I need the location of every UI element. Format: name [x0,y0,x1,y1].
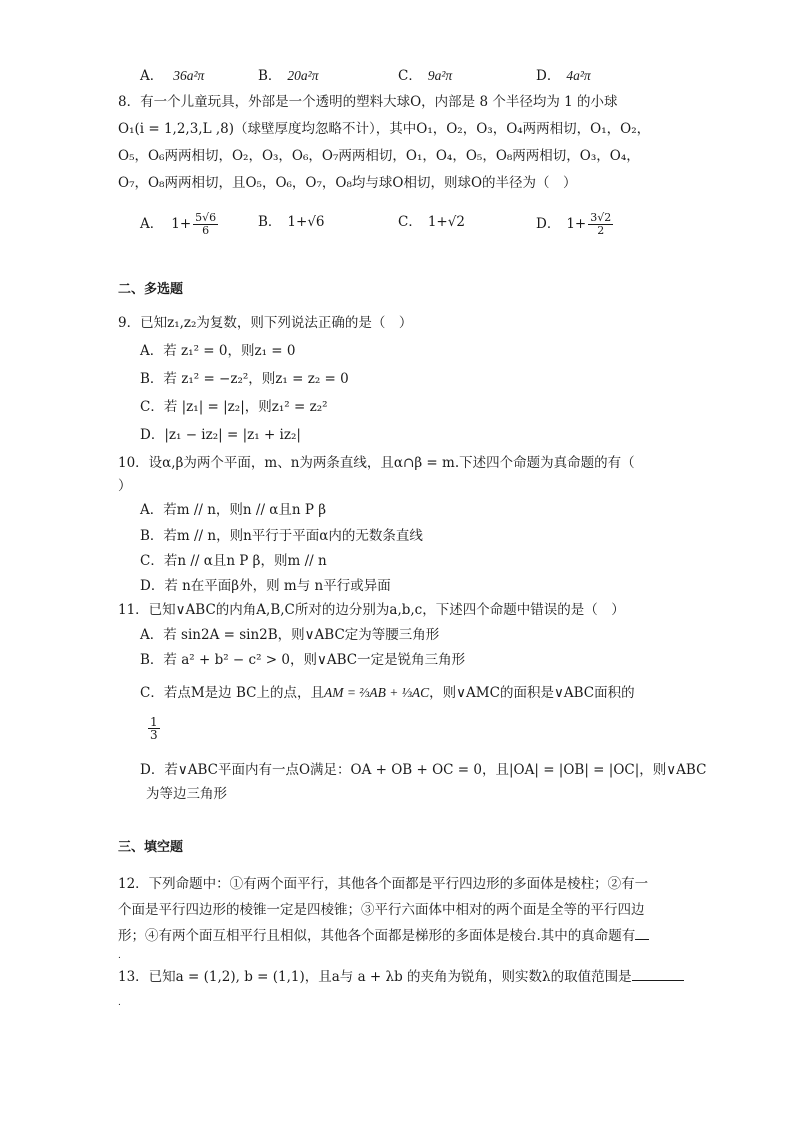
q10-option-b: B．若m // n，则n平行于平面α内的无数条直线 [140,528,423,544]
q11-option-d-line-1: D．若∨ABC平面内有一点O满足：OA + OB + OC = 0，且|OA| = |OB| = |OC|，则∨ABC [140,762,707,778]
q8-line-2: O₁(i = 1,2,3,L ,8)（球壁厚度均忽略不计），其中O₁，O₂，O₃，O₄两两相切，O₁，O₂， [118,121,651,137]
q8-line-3: O₅，O₆两两相切，O₂，O₃，O₆，O₇两两相切，O₁，O₄，O₅，O₈两两相切，O₃，O₄， [118,148,640,164]
q11-option-c: C．若点M是边 BC上的点，且AM = ⅔AB + ⅓AC，则∨AMC的面积是∨ABC面积的 [140,685,635,701]
q11-option-a: A．若 sin2A = sin2B，则∨ABC定为等腰三角形 [140,627,440,643]
section-heading-multiple-choice: 二、多选题 [118,282,184,297]
q9-option-b: B．若 z₁² = −z₂²，则z₁ = z₂ = 0 [140,371,349,387]
q8-option-d: D． 1+ $\frac{3√2}{2}$ [536,211,612,237]
q9-option-a: A．若 z₁² = 0，则z₁ = 0 [140,343,296,359]
q11-option-b: B．若 a² + b² − c² > 0，则∨ABC一定是锐角三角形 [140,652,466,668]
q13-dot: . [118,998,121,1008]
q13-line-1: 13．已知a = (1,2), b = (1,1)，且a与 a + λb 的夹角为锐角，则实数λ的取值范围是 [118,966,684,987]
q13-answer-blank[interactable] [632,966,684,981]
q12-answer-blank[interactable] [635,925,649,940]
q7-option-c: C． 9a²π [398,68,453,84]
q8-option-c: C． 1+√2 [398,214,465,230]
q7-option-b: B． 20a²π [258,68,319,84]
section-heading-fill-in: 三、填空题 [118,840,184,855]
q7-option-a: A． 36a²π [140,68,205,84]
q12-line-3: 形；④有两个面互相平行且相似，其他各个面都是梯形的多面体是棱台.其中的真命题有 [118,925,649,946]
q9-option-d: D．|z₁ − iz₂| = |z₁ + iz₂| [140,427,301,443]
q11-option-d-line-2: 为等边三角形 [146,786,227,802]
q12-dot: . [118,951,121,961]
q10-stem-line-1: 10．设α,β为两个平面，m、n为两条直线，且α∩β = m.下述四个命题为真命题的有（ [118,455,635,471]
q10-option-c: C．若n // α且n P β，则m // n [140,553,327,569]
q10-option-a: A．若m // n，则n // α且n P β [140,502,327,518]
q10-stem-line-2: ） [118,478,132,494]
q8-line-4: O₇，O₈两两相切，且O₅，O₆，O₇，O₈均与球O相切，则球O的半径为（ ） [118,175,577,191]
q9-option-c: C．若 |z₁| = |z₂|，则z₁² = z₂² [140,399,328,415]
q8-option-b: B． 1+√6 [258,214,325,230]
q9-stem: 9．已知z₁,z₂为复数，则下列说法正确的是（ ） [118,315,413,331]
q11-option-c-fraction: $\frac{1}{3}$ [150,715,158,742]
q8-line-1: 8．有一个儿童玩具，外部是一个透明的塑料大球O，内部是 8 个半径均为 1 的小球 [118,94,618,110]
q11-stem: 11．已知∨ABC的内角A,B,C所对的边分别为a,b,c，下述四个命题中错误的是（ ） [118,602,625,618]
q7-option-d: D． 4a²π [536,68,591,84]
q8-option-a: A． 1+ $\frac{5√6}{6}$ [140,211,217,237]
q10-option-d: D．若 n在平面β外，则 m与 n平行或异面 [140,578,391,594]
q12-line-1: 12．下列命题中：①有两个面平行，其他各个面都是平行四边形的多面体是棱柱；②有一 [118,876,649,892]
q12-line-2: 个面是平行四边形的棱锥一定是四棱锥；③平行六面体中相对的两个面是全等的平行四边 [118,902,645,918]
